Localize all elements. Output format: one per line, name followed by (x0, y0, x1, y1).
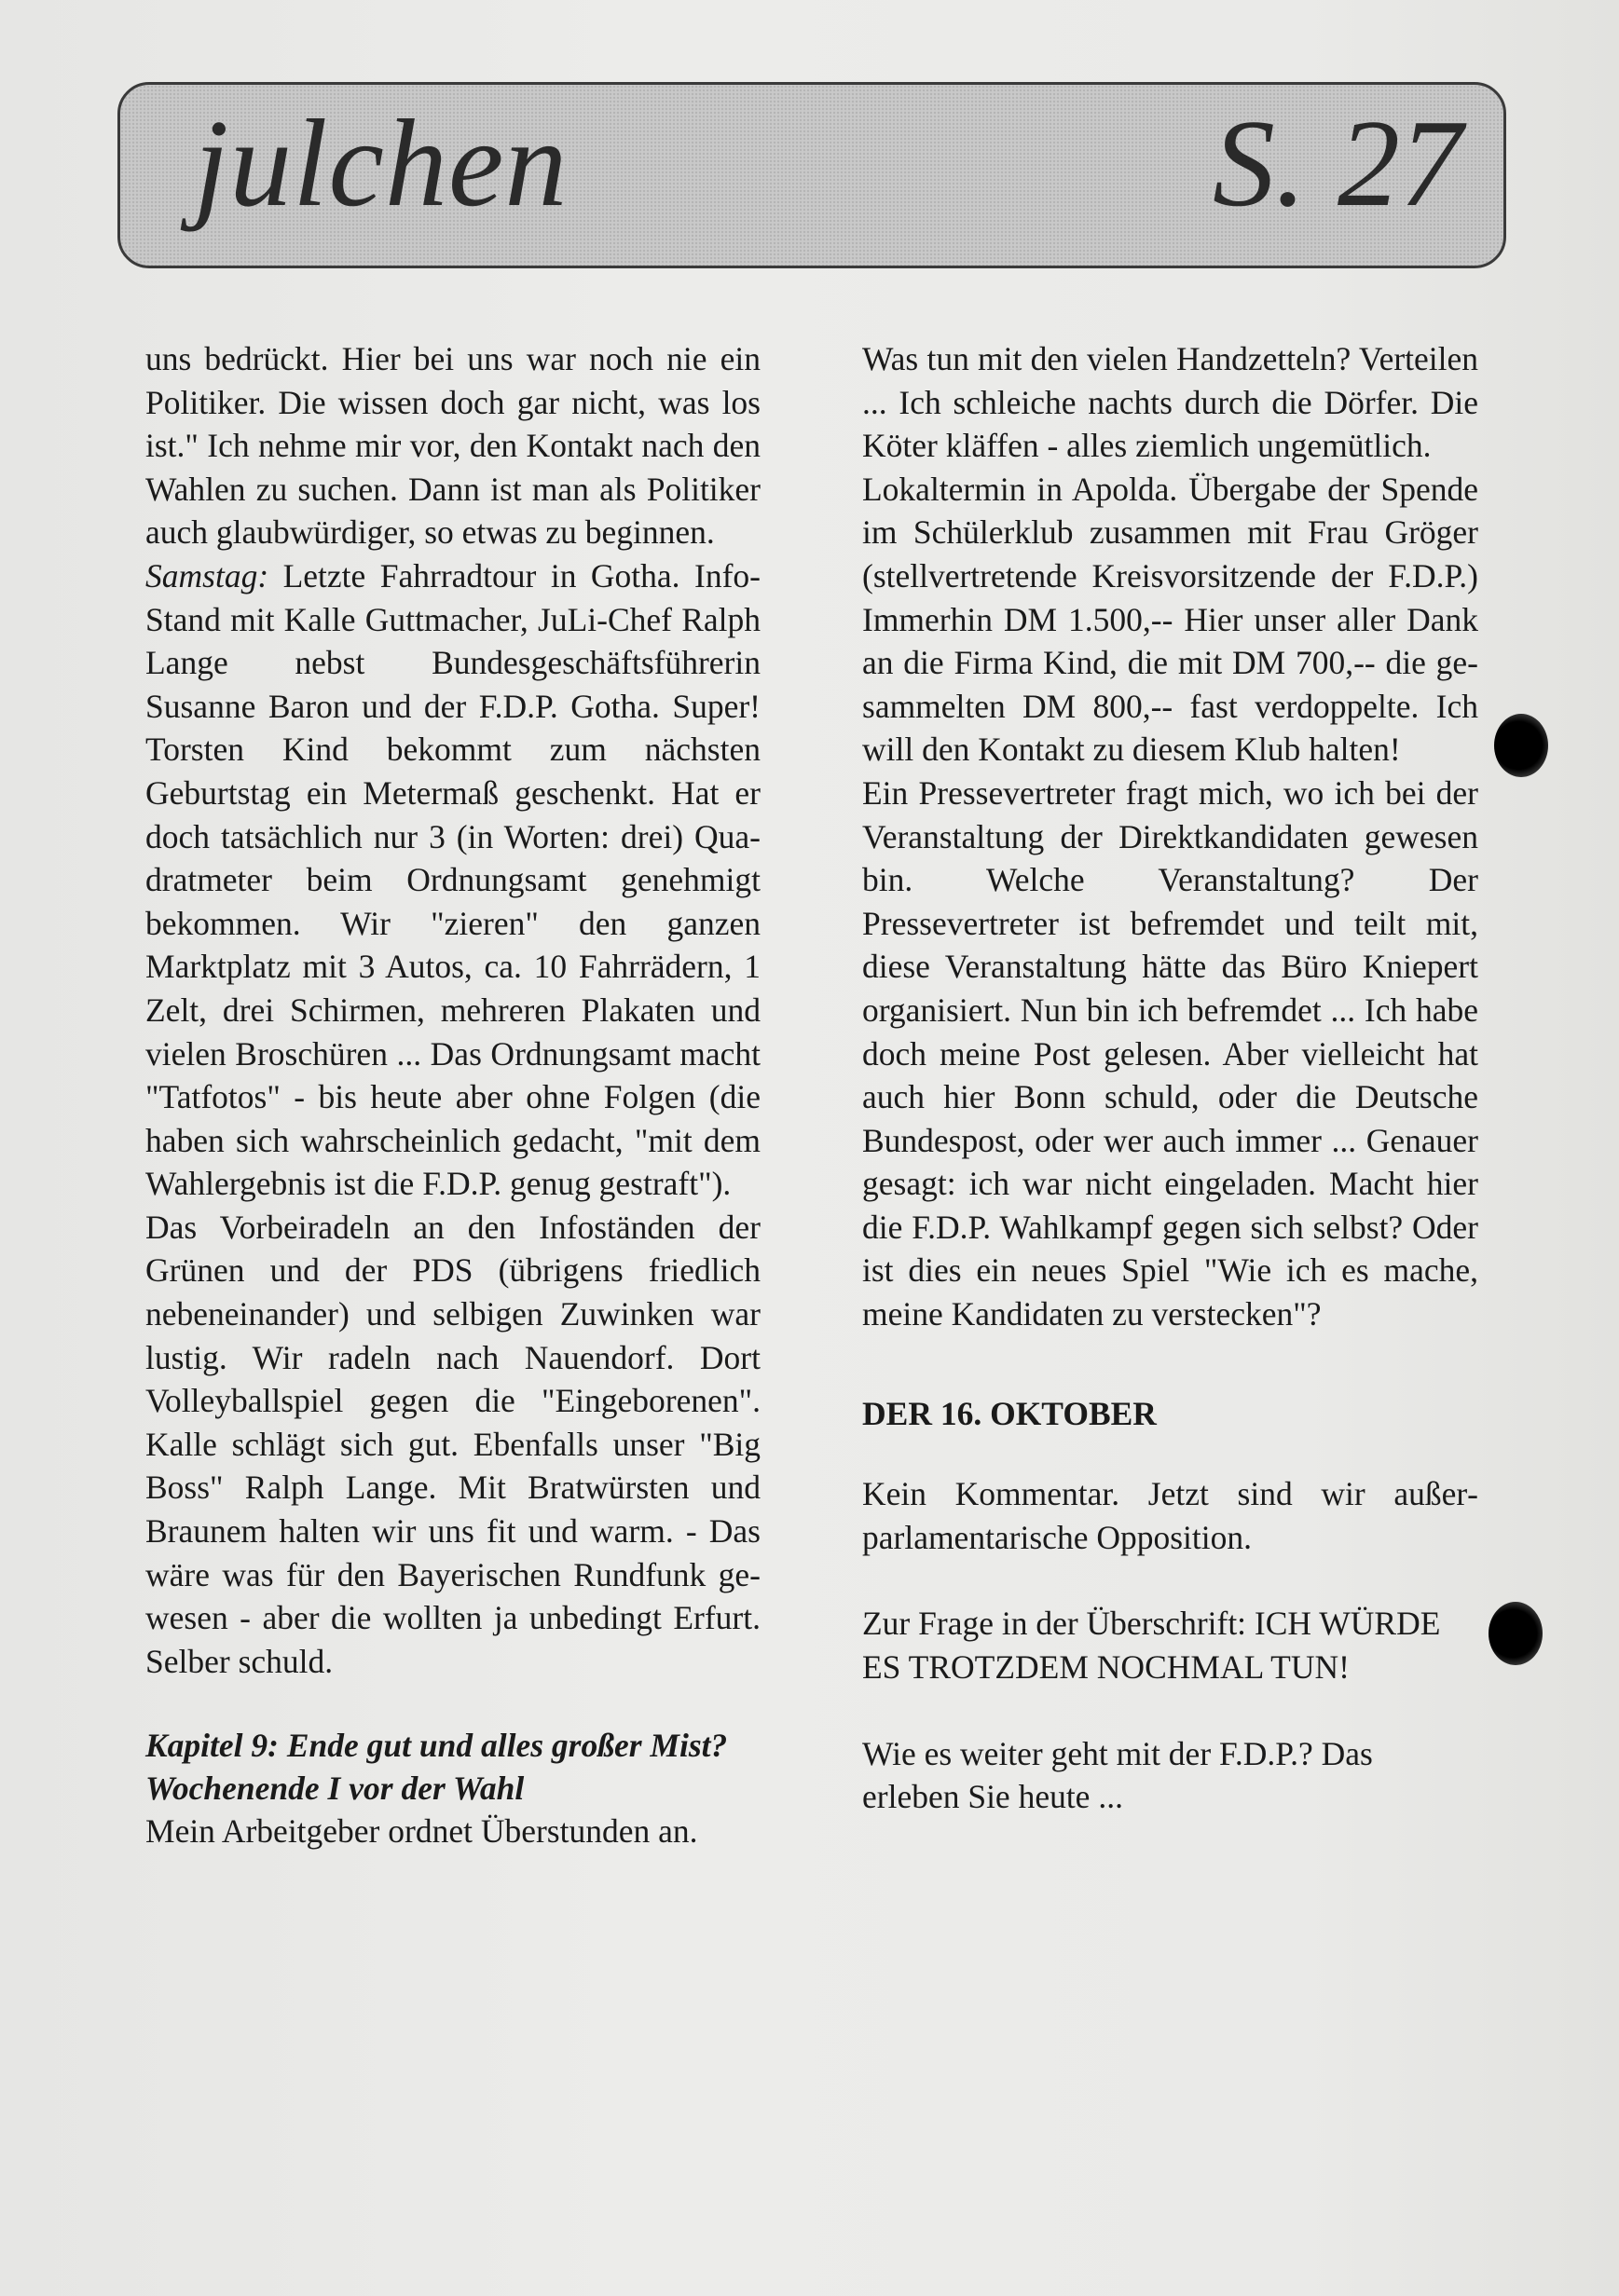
right-paragraph-4: Kein Kommentar. Jetzt sind wir außerparlamentarische Opposition. (862, 1475, 1478, 1556)
left-column (145, 337, 761, 1853)
right-paragraph-1: Was tun mit den vielen Handzetteln? Verteilen ... Ich schleiche nachts durch die Dörfer. Die Köter kläffen - alles ziemlich ungemütlich. (862, 340, 1478, 465)
page-number: S. 27 (1213, 94, 1462, 232)
punch-hole-bottom (1489, 1602, 1543, 1665)
right-paragraph-5: Zur Frage in der Überschrift: ICH WÜRDE ES TROTZDEM NOCHMAL TUN! (862, 1605, 1441, 1687)
punch-hole-top (1494, 714, 1548, 777)
section-heading: DER 16. OKTOBER (862, 1394, 1157, 1432)
left-paragraph-2-text: Letzte Fahrradtour in Gotha. Info-Stand mit Kalle Guttmacher, JuLi-Chef Ralph Lange nebst Bundesgeschäftsführerin Susanne Baron und der F.D.P. Gotha. Super! Torsten Kind bekommt zum nächsten Geburtstag ein Metermaß geschenkt. Hat er doch tatsächlich nur 3 (in Worten: drei) Quadratmeter beim Ordnungsamt genehmigt bekommen. Wir "zieren" den ganzen Marktplatz mit 3 Autos, ca. 10 Fahrrädern, 1 Zelt, drei Schirmen, mehreren Plakaten und vielen Broschüren ... Das Ordnungsamt macht "Tatfotos" - bis heute aber ohne Folgen (die haben sich wahrscheinlich gedacht, "mit dem Wahlergebnis ist die F.D.P. genug gestraft"). (145, 556, 761, 1203)
left-paragraph-1: uns bedrückt. Hier bei uns war noch nie ein Politiker. Die wissen doch gar nicht, was los ist." Ich nehme mir vor, den Kontakt nach den Wahlen zu suchen. Dann ist man als Politiker auch glaubwürdiger, so etwas zu beginnen. (145, 340, 761, 552)
magazine-title: julchen (194, 94, 569, 232)
left-paragraph-4: Mein Arbeitgeber ordnet Überstunden an. (145, 1812, 698, 1851)
right-column (862, 337, 1478, 1819)
right-paragraph-3: Ein Pressevertreter fragt mich, wo ich bei der Veranstaltung der Direktkandidaten gewesen bin. Welche Veranstaltung? Der Pressevertreter ist befremdet und teilt mit, diese Veranstaltung hätte das Büro Kniepert organisiert. Nun bin ich befremdet ... Ich habe doch meine Post gelesen. Aber vielleicht hat auch hier Bonn schuld, oder die Deutsche Bundespost, oder wer auch immer ... Genauer gesagt: ich war nicht eingeladen. Macht hier die F.D.P. Wahlkampf gegen sich selbst? Oder ist dies ein neues Spiel "Wie ich es mache, meine Kandidaten zu verstecken"? (862, 773, 1478, 1333)
day-label-samstag: Samstag: (145, 556, 269, 594)
right-paragraph-2: Lokaltermin in Apolda. Übergabe der Spende im Schülerklub zusammen mit Frau Gröger (stellvertretende Kreisvorsitzende der F.D.P.) Immerhin DM 1.500,-- Hier unser aller Dank an die Firma Kind, die mit DM 700,-- die gesammelten DM 800,-- fast verdoppelte. Ich will den Kontakt zu diesem Klub halten! (862, 470, 1478, 769)
left-paragraph-3: Das Vorbeiradeln an den Infoständen der Grünen und der PDS (übrigens friedlich nebeneinander) und selbigen Zuwinken war lustig. Wir radeln nach Nauendorf. Dort Volleyballspiel gegen die "Eingeborenen". Kalle schlägt sich gut. Ebenfalls unser "Big Boss" Ralph Lange. Mit Bratwürsten und Braunem halten wir uns fit und warm. - Das wäre was für den Bayerischen Rundfunk gewesen - aber die wollten ja unbedingt Erfurt. Selber schuld. (145, 1208, 761, 1680)
right-paragraph-6: Wie es weiter geht mit der F.D.P.? Das erleben Sie heute ... (862, 1734, 1373, 1816)
left-paragraph-2 (145, 554, 761, 1206)
chapter-heading: Kapitel 9: Ende gut und alles großer Mist? Wochenende I vor der Wahl (145, 1727, 728, 1808)
